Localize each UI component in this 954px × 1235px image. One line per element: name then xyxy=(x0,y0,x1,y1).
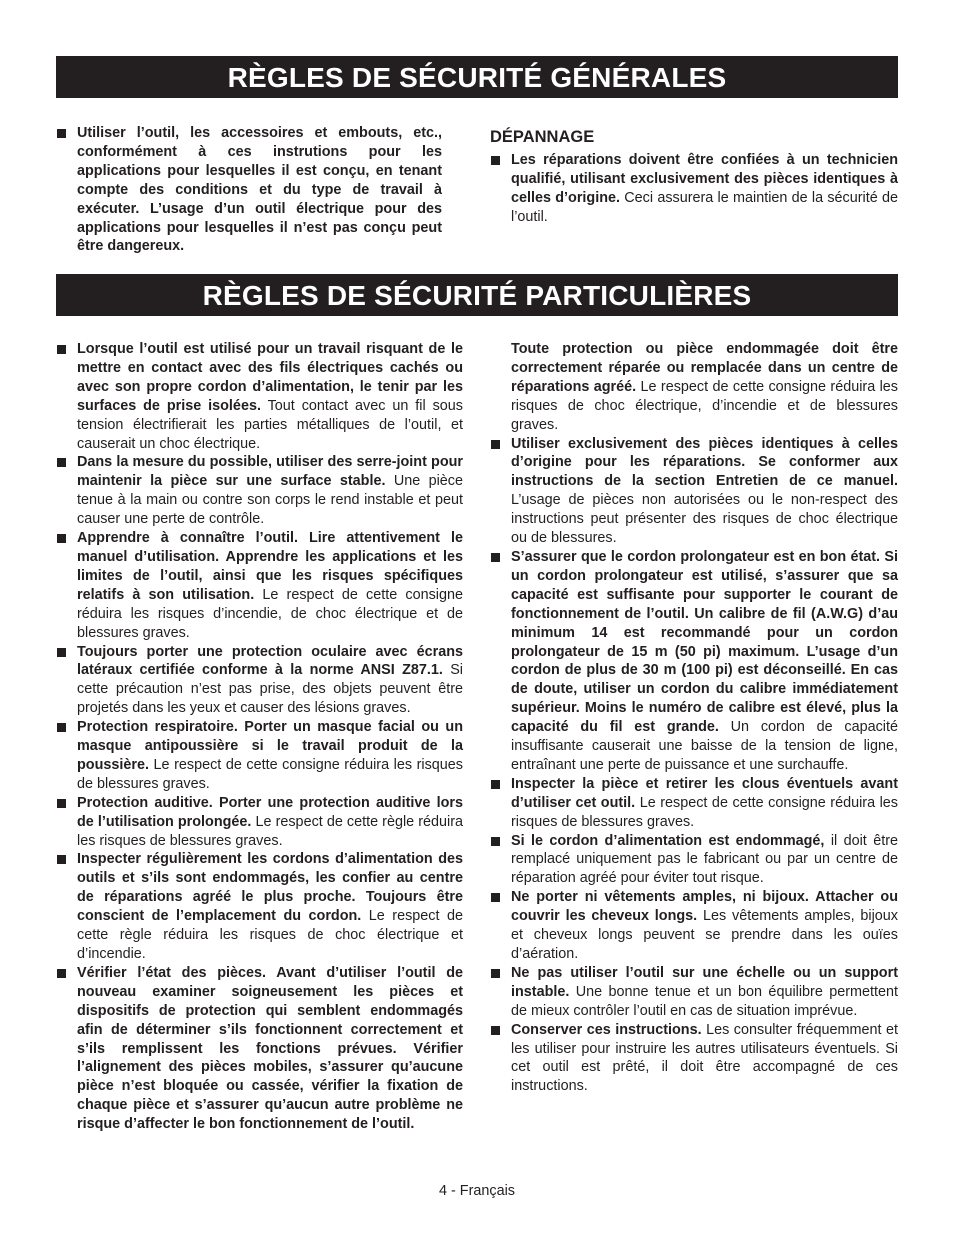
bullet-square-icon xyxy=(57,129,66,138)
safety-rule xyxy=(56,643,463,719)
general-right-column xyxy=(490,127,898,227)
general-left-column xyxy=(56,124,442,256)
rule-bold-text: Apprendre à connaître l’outil. Lire attentivement le manuel d’utilisation. Apprendre les applications et les limites de l’outil, ainsi que les risques spécifiques relatifs à son utilisation. xyxy=(77,530,463,603)
bullet-square-icon xyxy=(491,969,500,978)
safety-rule xyxy=(56,964,463,1134)
safety-rule xyxy=(56,453,463,529)
safety-rule xyxy=(56,850,463,963)
bullet-square-icon xyxy=(57,534,66,543)
bullet-square-icon xyxy=(57,345,66,354)
rule-normal-text: Une pièce tenue à la main ou contre son corps le rend instable et peut causer une perte de contrôle. xyxy=(77,473,463,528)
general-rule xyxy=(56,124,442,256)
bullet-square-icon xyxy=(491,893,500,902)
safety-rule xyxy=(490,832,898,889)
bullet-square-icon xyxy=(57,855,66,864)
depannage-heading: DÉPANNAGE xyxy=(490,128,595,146)
rule-bold-text: Si le cordon d’alimentation est endommagé, xyxy=(511,832,825,849)
rule-normal-text: Le respect de cette consigne réduira les risques de blessures graves. xyxy=(511,794,899,830)
bullet-square-icon xyxy=(491,837,500,846)
rule-bold-text: S’assurer que le cordon prolongateur est en bon état. Si un cordon prolongateur est utilisé, s’assurer que sa capacité est suffisante pour supporter le courant de fonctionnement de l’outil. Un calibre de fil (A.W.G) d’au minimum 14 est recommandé pour un cordon prolongateur de 15 m (50 pi) maximum. L’usage d’un cordon de plus de 30 m (100 pi) est déconseillé. En cas de doute, utiliser un cordon du calibre immédiatement supérieur. Moins le numéro de calibre est élevé, plus la capacité du fil est grande. xyxy=(511,548,898,736)
bullet-square-icon xyxy=(491,553,500,562)
rule-normal-text: Le respect de cette règle réduira les risques de blessures graves. xyxy=(77,813,464,849)
depannage-rule xyxy=(490,151,898,227)
rule-normal-text: Les vêtements amples, bijoux et cheveux longs peuvent se prendre dans les ouïes d’aération. xyxy=(511,908,898,962)
continued-rule xyxy=(490,340,898,435)
rule-normal-text: L’usage de pièces non autorisées ou le non-respect des instructions peut présenter des risques de choc électrique ou de blessures. xyxy=(511,492,898,547)
rule-bold-text: Toujours porter une protection oculaire avec écrans latéraux certifiée conforme à la norme ANSI Z87.1. xyxy=(77,643,463,679)
rule-bold-text: Utiliser exclusivement des pièces identiques à celles d’origine pour les réparations. Se conformer aux instructions de la section Entretien de ce manuel. xyxy=(511,435,898,490)
bullet-square-icon xyxy=(57,799,66,808)
bullet-square-icon xyxy=(491,780,500,789)
rule-normal-text: Le respect de cette consigne réduira les risques d’incendie, de choc électrique et de blessures graves. xyxy=(77,586,463,641)
bullet-square-icon xyxy=(491,156,500,165)
general-safety-banner: RÈGLES DE SÉCURITÉ GÉNÉRALES xyxy=(56,56,898,98)
bullet-square-icon xyxy=(57,723,66,732)
safety-rule xyxy=(490,964,898,1021)
rule-bold-text: Les réparations doivent être confiées à un technicien qualifié, utilisant exclusivement des pièces identiques à celles d’origine. xyxy=(511,152,898,206)
safety-rule xyxy=(56,718,463,794)
rule-normal-text: Tout contact avec un fil sous tension électrifierait les parties métalliques de l’outil, et causerait un choc électrique. xyxy=(77,397,463,452)
particular-safety-banner: RÈGLES DE SÉCURITÉ PARTICULIÈRES xyxy=(56,274,898,316)
safety-rule xyxy=(490,435,898,548)
rule-bold-text: Dans la mesure du possible, utiliser des serre-joint pour maintenir la pièce sur une surface stable. xyxy=(77,454,463,490)
rule-normal-text: il doit être remplacé uniquement pas le fabricant ou par un centre de réparation agréé pour éviter tout risque. xyxy=(511,832,898,887)
rule-normal-text: Le respect de cette règle réduira les risques de choc électrique et d’incendie. xyxy=(77,908,464,962)
rule-normal-text: Les consulter fréquemment et les utiliser pour instruire les autres utilisateurs éventuels. Si cet outil est prêté, il doit être accompagné de ces instructions. xyxy=(511,1021,899,1095)
safety-rule xyxy=(56,340,463,453)
bullet-square-icon xyxy=(491,440,500,449)
bullet-square-icon xyxy=(57,458,66,467)
page-footer: 4 - Français xyxy=(439,1183,515,1199)
rule-normal-text: Ceci assurera le maintien de la sécurité de l’outil. xyxy=(511,189,898,225)
bullet-square-icon xyxy=(57,969,66,978)
rule-normal-text: Le respect de cette consigne réduira les risques de choc électrique, d’incendie et de blessures graves. xyxy=(511,378,898,433)
bullet-square-icon xyxy=(57,648,66,657)
safety-rule xyxy=(490,548,898,775)
rule-bold-text: Inspecter régulièrement les cordons d’alimentation des outils et s’ils sont endommagés, les confier au centre de réparations agréé le plus proche. Toujours être conscient de l’emplacement du cordon. xyxy=(77,851,463,925)
rule-bold-text: Vérifier l’état des pièces. Avant d’utiliser l’outil de nouveau examiner soigneusement les pièces et dispositifs de protection qui semblent endommagés afin de déterminer s’ils fonctionnent correctement et s’ils remplissent les fonctions prévues. Vérifier l’alignement des pièces mobiles, s’assurer qu’aucune pièce n’est bloquée ou cassée, vérifier la fixation de chaque pièce et s’assurer qu’aucun autre problème ne risque d’affecter le bon fonctionnement de l’outil. xyxy=(77,964,463,1133)
safety-rule xyxy=(490,1021,898,1097)
rule-bold-text: Ne porter ni vêtements amples, ni bijoux. Attacher ou couvrir les cheveux longs. xyxy=(511,889,898,925)
rule-bold-text: Conserver ces instructions. xyxy=(511,1021,702,1038)
rule-bold-text: Inspecter la pièce et retirer les clous éventuels avant d’utiliser cet outil. xyxy=(511,775,898,811)
particular-left-column xyxy=(56,340,463,1134)
rule-normal-text: Un cordon de capacité insuffisante causerait une baisse de la tension de ligne, entraînant une perte de puissance et une surchauffe. xyxy=(511,719,898,773)
rule-bold-text: Toute protection ou pièce endommagée doit être correctement réparée ou remplacée dans un centre de réparations agréé. xyxy=(511,341,898,395)
rule-normal-text: Une bonne tenue et un bon équilibre permettent de mieux contrôler l’outil en cas de situation imprévue. xyxy=(511,983,898,1019)
rule-bold-text: Protection respiratoire. Porter un masque facial ou un masque antipoussière si le travail produit de la poussière. xyxy=(77,719,463,773)
rule-bold-text: Ne pas utiliser l’outil sur une échelle ou un support instable. xyxy=(511,964,898,1000)
safety-rule xyxy=(56,529,463,642)
rule-bold-text: Protection auditive. Porter une protection auditive lors de l’utilisation prolongée. xyxy=(77,794,463,830)
rule-normal-text: Le respect de cette consigne réduira les risques de blessures graves. xyxy=(77,756,463,792)
particular-right-column xyxy=(490,340,898,1096)
safety-rule xyxy=(56,794,463,851)
safety-rule xyxy=(490,888,898,964)
safety-rule xyxy=(490,775,898,832)
bullet-square-icon xyxy=(491,1026,500,1035)
rule-bold-text: Lorsque l’outil est utilisé pour un travail risquant de le mettre en contact avec des fils électriques cachés ou avec son propre cordon d’alimentation, le tenir par les surfaces de prise isolées. xyxy=(77,341,463,414)
rule-normal-text: Si cette précaution n’est pas prise, des objets peuvent être projetés dans les yeux et causer des lésions graves. xyxy=(77,662,463,717)
rule-bold-text: Utiliser l’outil, les accessoires et embouts, etc., conformément à ces instrutions pour les applications pour lesquelles il est conçu, en tenant compte des conditions et du type de travail à exécuter. L’usage d’un outil électrique pour des applications pour lesquelles il n’est pas conçu peut être dangereux. xyxy=(77,125,442,255)
